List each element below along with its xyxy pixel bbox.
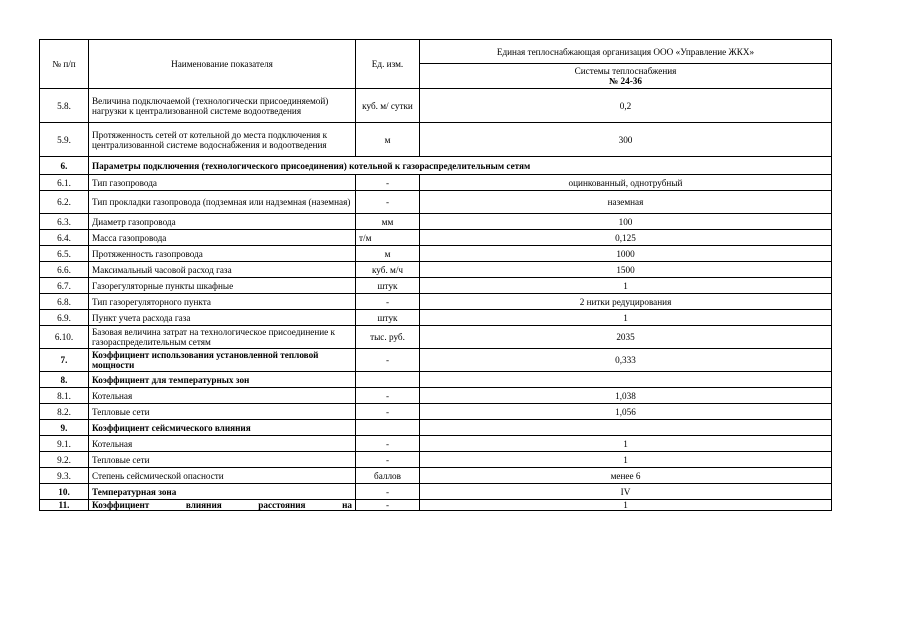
value-cell: 1	[420, 310, 832, 326]
parameter-name: Масса газопровода	[89, 230, 356, 246]
table-row	[40, 89, 832, 123]
table-row	[40, 500, 832, 511]
table-row	[40, 326, 832, 349]
header-systems	[420, 64, 832, 89]
header-org: Единая теплоснабжающая организация ООО «Управление ЖКХ»	[420, 40, 832, 64]
value-cell: 0,333	[420, 349, 832, 372]
value-cell: 1	[420, 452, 832, 468]
value-cell: 0,2	[420, 89, 832, 123]
parameter-name: Протяженность сетей от котельной до места подключения к централизованной системе водоснабжения и водоотведения	[89, 123, 356, 157]
unit-cell: -	[356, 175, 420, 191]
table-header-row	[40, 40, 832, 64]
value-cell: 1	[420, 278, 832, 294]
table-row	[40, 278, 832, 294]
table-row	[40, 436, 832, 452]
unit-cell: -	[356, 436, 420, 452]
value-cell: 300	[420, 123, 832, 157]
parameter-name: Коэффициент сейсмического влияния	[89, 420, 356, 436]
unit-cell: -	[356, 452, 420, 468]
value-cell: 1,056	[420, 404, 832, 420]
parameter-name: Базовая величина затрат на технологическое присоединение к газораспределительным сетям	[89, 326, 356, 349]
row-number: 8.	[40, 372, 89, 388]
value-cell: 1	[420, 436, 832, 452]
value-cell: оцинкованный, однотрубный	[420, 175, 832, 191]
row-number: 7.	[40, 349, 89, 372]
value-cell: менее 6	[420, 468, 832, 484]
unit-cell: -	[356, 500, 420, 511]
parameter-name: Котельная	[89, 436, 356, 452]
row-number: 11.	[40, 500, 89, 511]
table-row	[40, 230, 832, 246]
unit-cell: штук	[356, 310, 420, 326]
value-cell: 2035	[420, 326, 832, 349]
value-cell: 1000	[420, 246, 832, 262]
row-number: 6.5.	[40, 246, 89, 262]
header-systems-label: Системы теплоснабжения	[574, 66, 677, 76]
value-cell	[420, 420, 832, 436]
row-number: 9.3.	[40, 468, 89, 484]
row-number: 6.2.	[40, 191, 89, 214]
parameter-name: Степень сейсмической опасности	[89, 468, 356, 484]
parameter-name: Пункт учета расхода газа	[89, 310, 356, 326]
unit-cell: м	[356, 246, 420, 262]
unit-cell: -	[356, 484, 420, 500]
value-cell: 1500	[420, 262, 832, 278]
table-row	[40, 191, 832, 214]
parameter-name: Коэффициент влияния расстояния на	[89, 500, 356, 511]
row-number: 6.8.	[40, 294, 89, 310]
unit-cell: -	[356, 294, 420, 310]
tariff-parameters-table	[39, 39, 832, 511]
row-number: 5.9.	[40, 123, 89, 157]
table-row	[40, 246, 832, 262]
row-number: 8.2.	[40, 404, 89, 420]
parameter-name: Тепловые сети	[89, 404, 356, 420]
unit-cell: тыс. руб.	[356, 326, 420, 349]
row-number: 6.1.	[40, 175, 89, 191]
value-cell: 100	[420, 214, 832, 230]
value-cell: 2 нитки редуцирования	[420, 294, 832, 310]
unit-cell: -	[356, 404, 420, 420]
unit-cell: т/м	[356, 230, 420, 246]
row-number: 9.2.	[40, 452, 89, 468]
parameter-name: Величина подключаемой (технологически присоединяемой) нагрузки к централизованной системе водоотведения	[89, 89, 356, 123]
table-row	[40, 310, 832, 326]
parameter-name: Тепловые сети	[89, 452, 356, 468]
row-number: 6.3.	[40, 214, 89, 230]
table-body	[40, 89, 832, 511]
row-number: 9.	[40, 420, 89, 436]
unit-cell: куб. м/ сутки	[356, 89, 420, 123]
value-cell: IV	[420, 484, 832, 500]
unit-cell: -	[356, 388, 420, 404]
header-systems-number: № 24-36	[609, 76, 642, 86]
unit-cell: -	[356, 191, 420, 214]
table-row	[40, 262, 832, 278]
table-row	[40, 372, 832, 388]
row-number: 6.9.	[40, 310, 89, 326]
parameter-name: Максимальный часовой расход газа	[89, 262, 356, 278]
unit-cell: м	[356, 123, 420, 157]
table-row	[40, 175, 832, 191]
section-title: Параметры подключения (технологического присоединения) котельной к газораспределительным сетям	[89, 157, 832, 175]
unit-cell: мм	[356, 214, 420, 230]
parameter-name: Температурная зона	[89, 484, 356, 500]
header-num: № п/п	[40, 40, 89, 89]
value-cell: 1	[420, 500, 832, 511]
value-cell: наземная	[420, 191, 832, 214]
value-cell: 0,125	[420, 230, 832, 246]
unit-cell	[356, 372, 420, 388]
unit-cell: куб. м/ч	[356, 262, 420, 278]
table-row	[40, 468, 832, 484]
value-cell: 1,038	[420, 388, 832, 404]
table-row	[40, 294, 832, 310]
table-row	[40, 214, 832, 230]
table-row	[40, 123, 832, 157]
parameter-name: Коэффициент использования установленной тепловой мощности	[89, 349, 356, 372]
table-row	[40, 484, 832, 500]
unit-cell	[356, 420, 420, 436]
unit-cell: -	[356, 349, 420, 372]
parameter-name: Тип газопровода	[89, 175, 356, 191]
row-number: 10.	[40, 484, 89, 500]
table-row	[40, 452, 832, 468]
row-number: 6.4.	[40, 230, 89, 246]
parameter-name: Протяженность газопровода	[89, 246, 356, 262]
row-number: 6.6.	[40, 262, 89, 278]
row-number: 6.7.	[40, 278, 89, 294]
row-number: 9.1.	[40, 436, 89, 452]
row-number: 6.	[40, 157, 89, 175]
table-row	[40, 388, 832, 404]
parameter-name: Котельная	[89, 388, 356, 404]
value-cell	[420, 372, 832, 388]
row-number: 5.8.	[40, 89, 89, 123]
table-row	[40, 349, 832, 372]
parameter-name: Коэффициент для температурных зон	[89, 372, 356, 388]
parameter-name: Тип газорегуляторного пункта	[89, 294, 356, 310]
row-number: 8.1.	[40, 388, 89, 404]
header-name: Наименование показателя	[89, 40, 356, 89]
table-row	[40, 404, 832, 420]
header-unit: Ед. изм.	[356, 40, 420, 89]
unit-cell: баллов	[356, 468, 420, 484]
parameter-name: Тип прокладки газопровода (подземная или надземная (наземная)	[89, 191, 356, 214]
row-number: 6.10.	[40, 326, 89, 349]
parameter-name: Газорегуляторные пункты шкафные	[89, 278, 356, 294]
unit-cell: штук	[356, 278, 420, 294]
table-row	[40, 420, 832, 436]
table-row	[40, 157, 832, 175]
parameter-name: Диаметр газопровода	[89, 214, 356, 230]
